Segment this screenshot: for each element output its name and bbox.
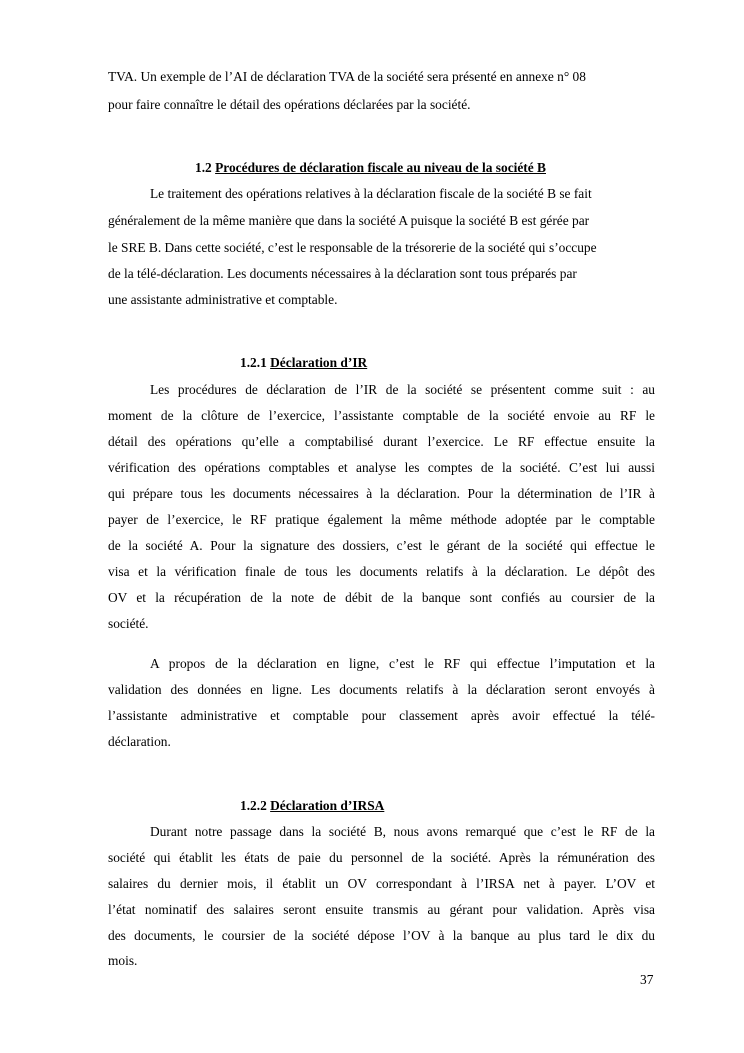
paragraph-line: l’assistante administrative et comptable pour classement après avoir effectué la télé-: [108, 708, 655, 723]
paragraph-line: une assistante administrative et comptable.: [108, 292, 338, 307]
paragraph-line: déclaration.: [108, 734, 171, 749]
paragraph-line: OV et la récupération de la note de débit de la banque sont confiés au coursier de la: [108, 590, 655, 605]
paragraph-line: TVA. Un exemple de l’AI de déclaration TVA de la société sera présenté en annexe n° 08: [108, 69, 586, 84]
paragraph-line: vérification des opérations comptables et analyse les comptes de la société. C’est lui aussi: [108, 460, 655, 475]
section-title: Déclaration d’IR: [270, 355, 368, 370]
section-title: Procédures de déclaration fiscale au niveau de la société B: [215, 160, 546, 175]
section-heading-1-2-2: [240, 798, 384, 814]
paragraph-line: Les procédures de déclaration de l’IR de la société se présentent comme suit : au: [150, 382, 655, 397]
paragraph-line: qui prépare tous les documents nécessaires à la déclaration. Pour la détermination de l’IR à: [108, 486, 655, 501]
paragraph-line: payer de l’exercice, le RF pratique également la même méthode adoptée par le comptable: [108, 512, 655, 527]
paragraph-line: validation des données en ligne. Les documents relatifs à la déclaration seront envoyés à: [108, 682, 655, 697]
paragraph-line: mois.: [108, 953, 138, 968]
section-heading-1-2: [195, 160, 546, 176]
section-number: 1.2: [195, 160, 212, 175]
paragraph-line: société.: [108, 616, 149, 631]
paragraph-line: de la société A. Pour la signature des dossiers, c’est le gérant de la société qui effectue le: [108, 538, 655, 553]
paragraph-line: visa et la vérification finale de tous les documents relatifs à la déclaration. Le dépôt des: [108, 564, 655, 579]
paragraph-line: de la télé-déclaration. Les documents nécessaires à la déclaration sont tous préparés par: [108, 266, 577, 281]
page-number: 37: [640, 972, 654, 987]
section-heading-1-2-1: [240, 355, 367, 371]
paragraph-line: société qui établit les états de paie du personnel de la société. Après la rémunération des: [108, 850, 655, 865]
paragraph-line: généralement de la même manière que dans la société A puisque la société B est gérée par: [108, 213, 590, 228]
paragraph-line: le SRE B. Dans cette société, c’est le responsable de la trésorerie de la société qui s’occupe: [108, 240, 597, 255]
section-number: 1.2.1: [240, 355, 267, 370]
paragraph-line: A propos de la déclaration en ligne, c’est le RF qui effectue l’imputation et la: [150, 656, 655, 671]
section-number: 1.2.2: [240, 798, 267, 813]
paragraph-line: Durant notre passage dans la société B, nous avons remarqué que c’est le RF de la: [150, 824, 655, 839]
paragraph-line: salaires du dernier mois, il établit un OV correspondant à l’IRSA net à payer. L’OV et: [108, 876, 655, 891]
section-title: Déclaration d’IRSA: [270, 798, 385, 813]
paragraph-line: Le traitement des opérations relatives à la déclaration fiscale de la société B se fait: [150, 186, 592, 201]
paragraph-line: pour faire connaître le détail des opérations déclarées par la société.: [108, 97, 471, 112]
paragraph-line: détail des opérations qu’elle a comptabilisé durant l’exercice. Le RF effectue ensuite la: [108, 434, 655, 449]
paragraph-line: moment de la clôture de l’exercice, l’assistante comptable de la société envoie au RF le: [108, 408, 655, 423]
paragraph-line: des documents, le coursier de la société dépose l’OV à la banque au plus tard le dix du: [108, 928, 655, 943]
paragraph-line: l’état nominatif des salaires seront ensuite transmis au gérant pour validation. Après visa: [108, 902, 655, 917]
